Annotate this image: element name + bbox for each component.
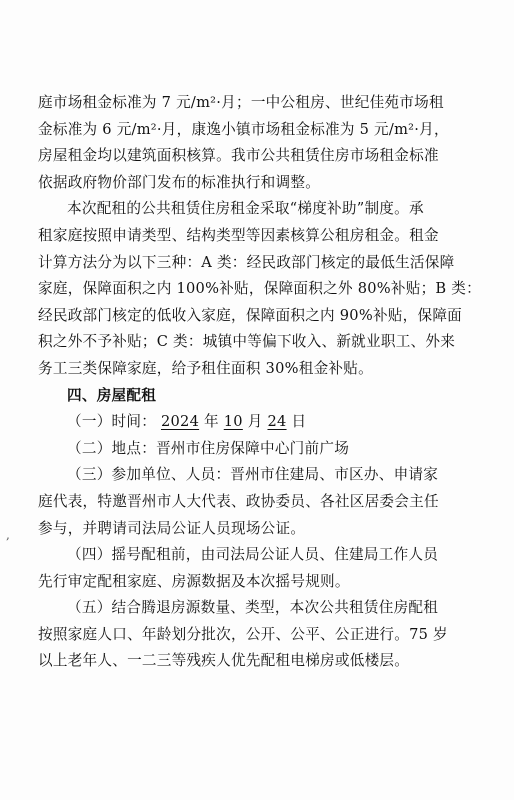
text-line: 房屋租金均以建筑面积核算。我市公共租赁住房市场租金标准 — [38, 147, 439, 165]
paragraph-batches — [38, 595, 478, 675]
paragraph-tiered-subsidy — [38, 196, 481, 382]
paragraph-rent-standards — [38, 90, 478, 196]
text-line: （四）摇号配租前，由司法局公证人员、住建局工作人员 — [67, 546, 439, 564]
text-line: 金标准为 6 元/m²·月，康逸小镇市场租金标准为 5 元/m²·月， — [38, 120, 449, 138]
margin-mark: , — [6, 528, 10, 542]
paragraph-participants — [38, 462, 478, 542]
time-year-unit: 年 — [204, 413, 219, 431]
time-month: 10 — [223, 413, 243, 431]
time-month-unit: 月 — [247, 413, 263, 431]
text-line: 本次配租的公共租赁住房租金采取“梯度补助”制度。承 — [67, 200, 424, 218]
text-line: 计算方法分为以下三种：A 类：经民政部门核定的最低生活保障 — [38, 253, 455, 271]
text-line: 先行审定配租家庭、房源数据及本次摇号规则。 — [38, 572, 350, 590]
text-line: 以上老年人、一二三等残疾人优先配租电梯房或低楼层。 — [38, 652, 410, 670]
text-line: 依据政府物价部门发布的标准执行和调整。 — [38, 173, 321, 191]
time-year: 2024 — [160, 413, 200, 431]
time-line — [38, 409, 478, 436]
section-heading: 四、房屋配租 — [67, 386, 157, 404]
text-line: 务工三类保障家庭，给予租住面积 30%租金补贴。 — [38, 359, 373, 377]
text-line: 积之外不予补贴；C 类：城镇中等偏下收入、新就业职工、外来 — [38, 333, 456, 351]
text-line: 租家庭按照申请类型、结构类型等因素核算公租房租金。租金 — [38, 226, 439, 244]
paragraph-review — [38, 542, 478, 595]
text-line: 家庭，保障面积之内 100%补贴，保障面积之外 80%补贴；B 类： — [38, 280, 481, 298]
text-line: （三）参加单位、人员：晋州市住建局、市区办、申请家 — [67, 466, 439, 484]
text-line: 按照家庭人口、年龄划分批次，公开、公平、公正进行。75 岁 — [38, 625, 448, 643]
text-line: 庭市场租金标准为 7 元/m²·月；一中公租房、世纪佳苑市场租 — [38, 94, 444, 111]
location-line: （二）地点：晋州市住房保障中心门前广场 — [67, 439, 350, 457]
time-day: 24 — [267, 413, 287, 431]
time-day-unit: 日 — [291, 413, 307, 431]
text-line: （五）结合腾退房源数量、类型，本次公共租赁住房配租 — [67, 599, 439, 617]
time-prefix: （一）时间： — [67, 413, 157, 431]
document-body — [38, 90, 481, 675]
text-line: 庭代表，特邀晋州市人大代表、政协委员、各社区居委会主任 — [38, 492, 439, 510]
text-line: 参与，并聘请司法局公证人员现场公证。 — [38, 519, 306, 537]
text-line: 经民政部门核定的低收入家庭，保障面积之内 90%补贴，保障面 — [38, 306, 463, 324]
